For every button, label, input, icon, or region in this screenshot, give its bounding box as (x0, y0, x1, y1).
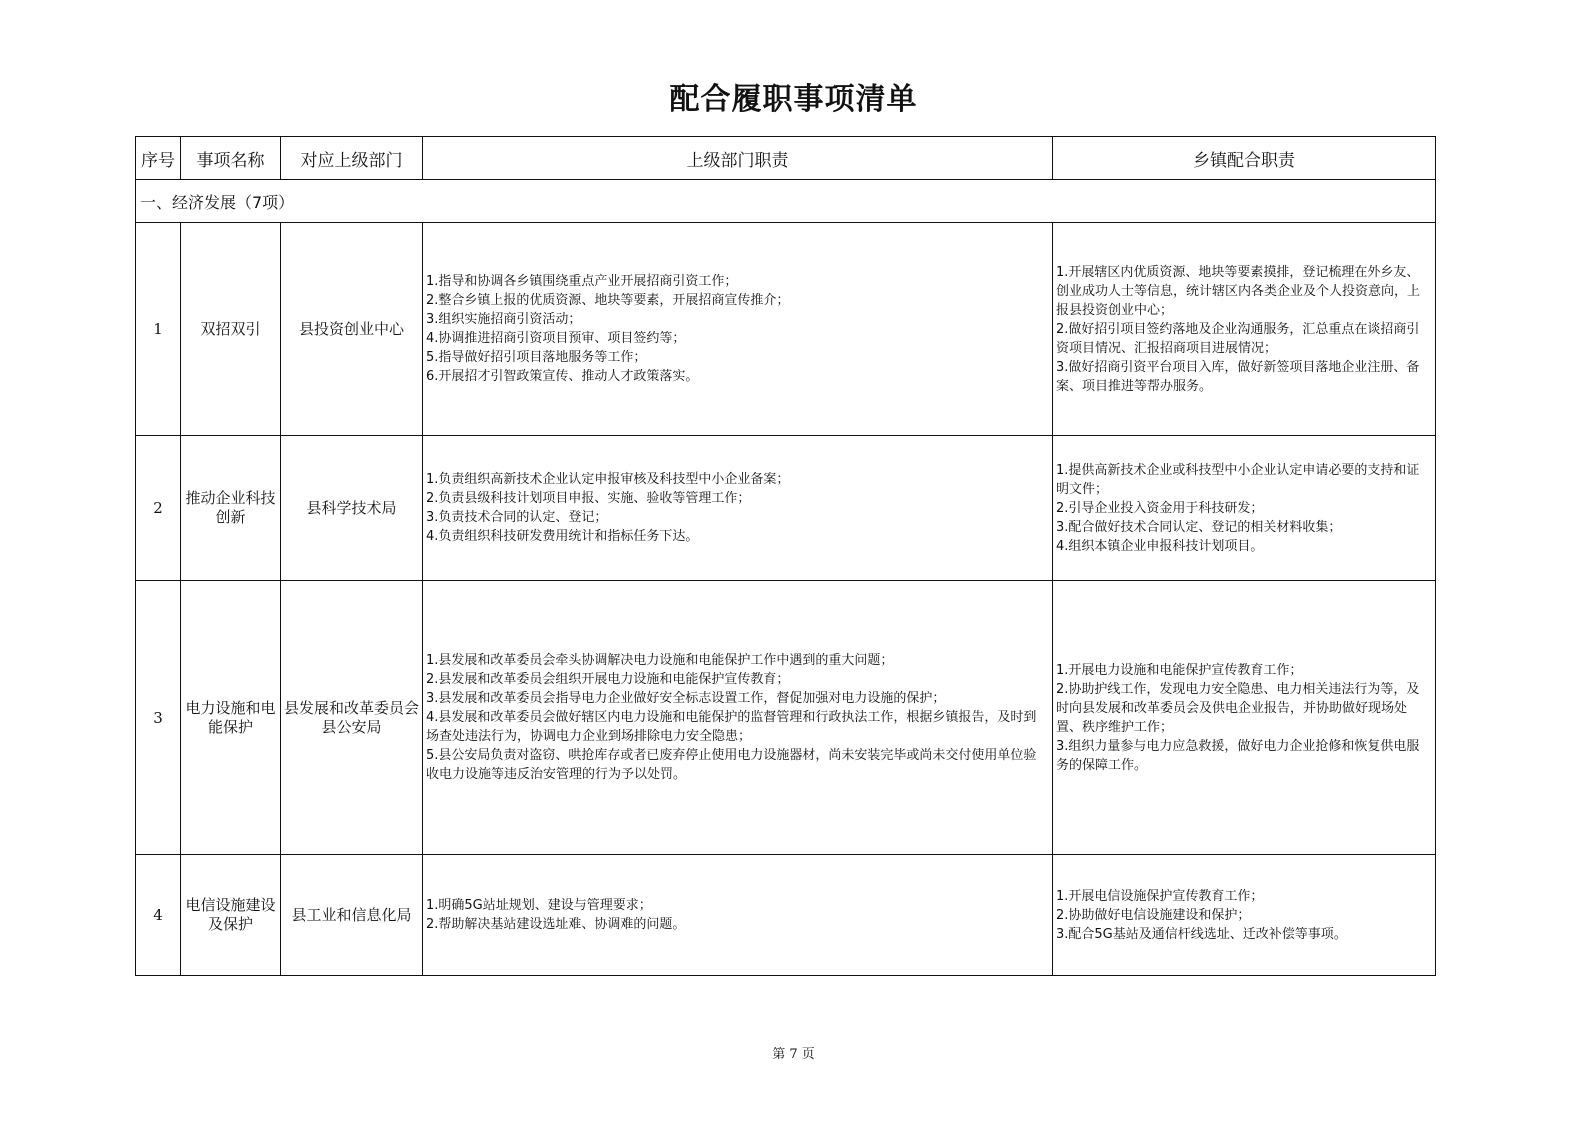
page-number: 第 7 页 (772, 1047, 815, 1062)
item-name: 双招双引 (181, 223, 281, 436)
duty-item: 1.县发展和改革委员会牵头协调解决电力设施和电能保护工作中遇到的重大问题； (426, 653, 894, 668)
header-town-duty: 乡镇配合职责 (1053, 137, 1436, 180)
item-name: 电力设施和电能保护 (181, 581, 281, 855)
header-dept: 对应上级部门 (281, 137, 423, 180)
section-row (136, 180, 1436, 223)
duty-item: 2.协助护线工作，发现电力安全隐患、电力相关违法行为等，及时向县发展和改革委员会及供电企业报告，并协助做好现场处置、秩序维护工作； (1056, 681, 1420, 735)
table-row (136, 436, 1436, 581)
duty-item: 6.开展招才引智政策宣传、推动人才政策落实。 (426, 369, 699, 384)
duty-item: 3.负责技术合同的认定、登记； (426, 510, 608, 525)
town-duty (1053, 223, 1436, 436)
duty-item: 3.配合做好技术合同认定、登记的相关材料收集； (1056, 519, 1342, 535)
duty-item: 2.做好招引项目签约落地及企业沟通服务，汇总重点在谈招商引资项目情况、汇报招商项目进展情况； (1056, 321, 1420, 356)
section-title: 一、经济发展（7项） (136, 180, 1436, 223)
page-title: 配合履职事项清单 (669, 82, 918, 117)
upper-dept: 县科学技术局 (281, 436, 423, 581)
row-num: 1 (136, 223, 181, 436)
duty-item: 1.明确5G站址规划、建设与管理要求； (426, 898, 652, 913)
duty-item: 3.配合5G基站及通信杆线选址、迁改补偿等事项。 (1056, 926, 1347, 942)
item-name: 电信设施建设及保护 (181, 855, 281, 976)
table-row (136, 581, 1436, 855)
town-duty (1053, 855, 1436, 976)
upper-duty (423, 855, 1053, 976)
duty-item: 2.帮助解决基站建设选址难、协调难的问题。 (426, 917, 686, 932)
item-name: 推动企业科技创新 (181, 436, 281, 581)
town-duty (1053, 581, 1436, 855)
row-num: 3 (136, 581, 181, 855)
duty-item: 3.组织力量参与电力应急救援，做好电力企业抢修和恢复供电服务的保障工作。 (1056, 738, 1420, 773)
town-duty (1053, 436, 1436, 581)
duty-item: 1.开展电力设施和电能保护宣传教育工作； (1056, 662, 1303, 678)
table-row (136, 223, 1436, 436)
duty-item: 4.县发展和改革委员会做好辖区内电力设施和电能保护的监督管理和行政执法工作，根据乡镇报告，及时到场查处违法行为，协调电力企业到场排除电力安全隐患； (426, 710, 1037, 744)
header-num: 序号 (136, 137, 181, 180)
duty-item: 4.负责组织科技研发费用统计和指标任务下达。 (426, 529, 699, 544)
duty-item: 3.县发展和改革委员会指导电力企业做好安全标志设置工作，督促加强对电力设施的保护； (426, 691, 946, 706)
duty-item: 1.提供高新技术企业或科技型中小企业认定申请必要的支持和证明文件； (1056, 462, 1420, 497)
header-name: 事项名称 (181, 137, 281, 180)
duty-item: 3.做好招商引资平台项目入库，做好新签项目落地企业注册、备案、项目推进等帮办服务。 (1056, 359, 1420, 394)
upper-dept: 县工业和信息化局 (281, 855, 423, 976)
row-num: 4 (136, 855, 181, 976)
duty-item: 1.开展电信设施保护宣传教育工作； (1056, 888, 1264, 904)
duty-item: 2.县发展和改革委员会组织开展电力设施和电能保护宣传教育； (426, 672, 790, 687)
duty-item: 2.整合乡镇上报的优质资源、地块等要素，开展招商宣传推介； (426, 293, 790, 308)
duty-item: 2.协助做好电信设施建设和保护； (1056, 907, 1251, 923)
row-num: 2 (136, 436, 181, 581)
header-row (136, 137, 1436, 180)
duty-item: 4.组织本镇企业申报科技计划项目。 (1056, 538, 1264, 554)
duty-item: 5.指导做好招引项目落地服务等工作； (426, 350, 647, 365)
upper-duty (423, 223, 1053, 436)
upper-dept: 县投资创业中心 (281, 223, 423, 436)
duty-item: 1.指导和协调各乡镇围绕重点产业开展招商引资工作； (426, 274, 738, 289)
duty-item: 4.协调推进招商引资项目预审、项目签约等； (426, 331, 686, 346)
duty-item: 2.负责县级科技计划项目申报、实施、验收等管理工作； (426, 491, 751, 506)
upper-duty (423, 581, 1053, 855)
duty-item: 1.开展辖区内优质资源、地块等要素摸排，登记梳理在外乡友、创业成功人士等信息，统计辖区内各类企业及个人投资意向，上报县投资创业中心； (1056, 264, 1421, 318)
duty-table (135, 136, 1436, 976)
table-row (136, 855, 1436, 976)
upper-duty (423, 436, 1053, 581)
duty-item: 3.组织实施招商引资活动； (426, 312, 582, 327)
duty-item: 5.县公安局负责对盗窃、哄抢库存或者已废弃停止使用电力设施器材，尚未安装完毕或尚未交付使用单位验收电力设施等违反治安管理的行为予以处罚。 (426, 748, 1037, 782)
upper-dept: 县发展和改革委员会 县公安局 (281, 581, 423, 855)
header-upper-duty: 上级部门职责 (423, 137, 1053, 180)
duty-item: 1.负责组织高新技术企业认定申报审核及科技型中小企业备案； (426, 472, 790, 487)
duty-item: 2.引导企业投入资金用于科技研发； (1056, 500, 1264, 516)
